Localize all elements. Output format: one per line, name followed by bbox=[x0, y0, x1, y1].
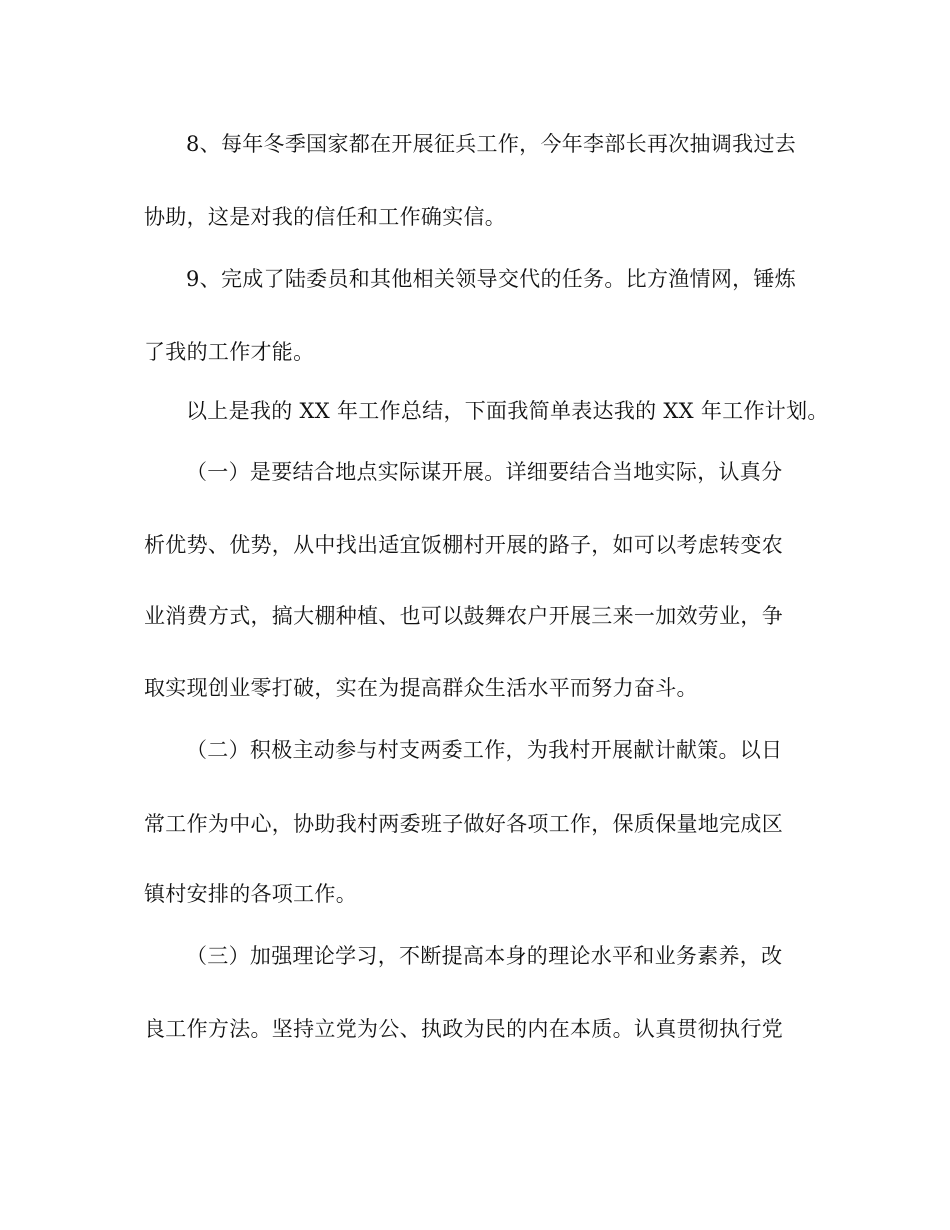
plan-3-line-2: 良工作方法。坚持立党为公、执政为民的内在本质。认真贯彻执行党 bbox=[144, 1017, 783, 1041]
summary-transition-line: 以上是我的 XX 年工作总结，下面我简单表达我的 XX 年工作计划。 bbox=[186, 399, 829, 423]
paragraph-8-line-1: 8、每年冬季国家都在开展征兵工作，今年李部长再次抽调我过去 bbox=[186, 132, 797, 156]
paragraph-8-line-2: 协助，这是对我的信任和工作确实信。 bbox=[144, 205, 507, 229]
plan-1-line-3: 业消费方式，搞大棚种植、也可以鼓舞农户开展三来一加效劳业，争 bbox=[144, 604, 783, 628]
plan-1-line-4: 取实现创业零打破，实在为提高群众生活水平而努力奋斗。 bbox=[144, 676, 698, 700]
plan-2-line-1: （二）积极主动参与村支两委工作，为我村开展献计献策。以日 bbox=[186, 738, 783, 762]
plan-1-line-1: （一）是要结合地点实际谋开展。详细要结合当地实际，认真分 bbox=[186, 460, 783, 484]
plan-1-line-2: 析优势、优势，从中找出适宜饭棚村开展的路子，如可以考虑转变农 bbox=[144, 533, 783, 557]
paragraph-9-line-2: 了我的工作才能。 bbox=[144, 340, 315, 364]
plan-2-line-2: 常工作为中心，协助我村两委班子做好各项工作，保质保量地完成区 bbox=[144, 812, 783, 836]
paragraph-9-line-1: 9、完成了陆委员和其他相关领导交代的任务。比方渔情网，锤炼 bbox=[186, 267, 797, 291]
plan-3-line-1: （三）加强理论学习，不断提高本身的理论水平和业务素养，改 bbox=[186, 944, 783, 968]
plan-2-line-3: 镇村安排的各项工作。 bbox=[144, 882, 357, 906]
